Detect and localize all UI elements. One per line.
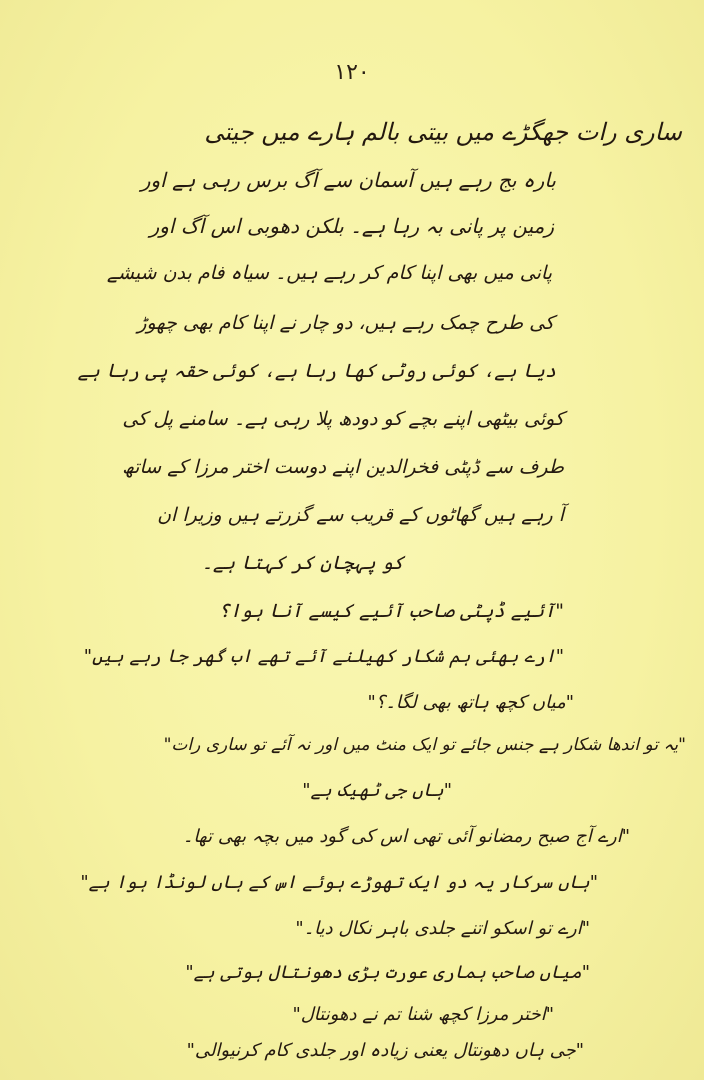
text-line-6: دیا ہے، کوئی روٹی کھا رہا ہے، کوئی حقہ پی رہا ہے <box>77 360 556 382</box>
page-number: ١٢٠ <box>334 60 370 85</box>
text-line-1: ساری رات جھگڑے میں بیتی بالم ہارے میں جیتی <box>204 118 682 146</box>
text-line-20: "اختر مرزا کچھ شنا تم نے دھونتال" <box>292 1004 554 1025</box>
text-line-19: "میاں صاحب ہماری عورت بڑی دھونتال ہوتی ہے" <box>185 962 590 983</box>
text-line-3: زمین پر پانی بہ رہا ہے۔ بلکن دھوبی اس آگ اور <box>149 214 554 238</box>
text-line-11: "آئیے ڈپٹی صاحب آئیے کیسے آنا ہوا؟ <box>218 600 564 622</box>
text-line-17: "ہاں سرکار یہ دو ایک تھوڑے ہوئے اس کے ہاں لونڈا ہوا ہے" <box>80 872 598 893</box>
text-line-2: بارہ بج رہے ہیں آسمان سے آگ برس رہی ہے اور <box>140 168 556 192</box>
text-line-12: "ارے بھئی ہم شکار کھیلنے آئے تھے اب گھر جا رہے ہیں" <box>83 646 564 667</box>
text-line-16: "ارے آج صبح رمضانو آئی تھی اس کی گود میں بچہ بھی تھا۔ <box>182 826 630 847</box>
text-line-15: "ہاں جی ٹھیک ہے" <box>302 780 452 801</box>
text-line-14: "یہ تو اندھا شکار ہے جنس جائے تو ایک منٹ میں اور نہ آئے تو ساری رات" <box>163 735 686 755</box>
text-line-9: آ رہے ہیں گھاٹوں کے قریب سے گزرتے ہیں وزیرا ان <box>157 504 564 526</box>
text-line-7: کوئی بیٹھی اپنے بچے کو دودھ پلا رہی ہے۔ سامنے پل کی <box>122 408 564 430</box>
text-line-10: کو پہچان کر کہتا ہے۔ <box>201 552 404 574</box>
text-line-5: کی طرح چمک رہے ہیں، دو چار نے اپنا کام بھی چھوڑ <box>137 312 554 334</box>
text-line-18: "ارے تو اسکو اتنے جلدی باہر نکال دیا۔" <box>295 918 590 939</box>
text-line-13: "میاں کچھ ہاتھ بھی لگا۔؟" <box>367 692 574 713</box>
text-line-21: "جی ہاں دھونتال یعنی زیادہ اور جلدی کام کرنیوالی" <box>186 1040 584 1061</box>
text-line-8: طرف سے ڈپٹی فخرالدین اپنے دوست اختر مرزا کے ساتھ <box>122 456 564 478</box>
text-line-4: پانی میں بھی اپنا کام کر رہے ہیں۔ سیاہ فام بدن شیشے <box>106 262 552 284</box>
